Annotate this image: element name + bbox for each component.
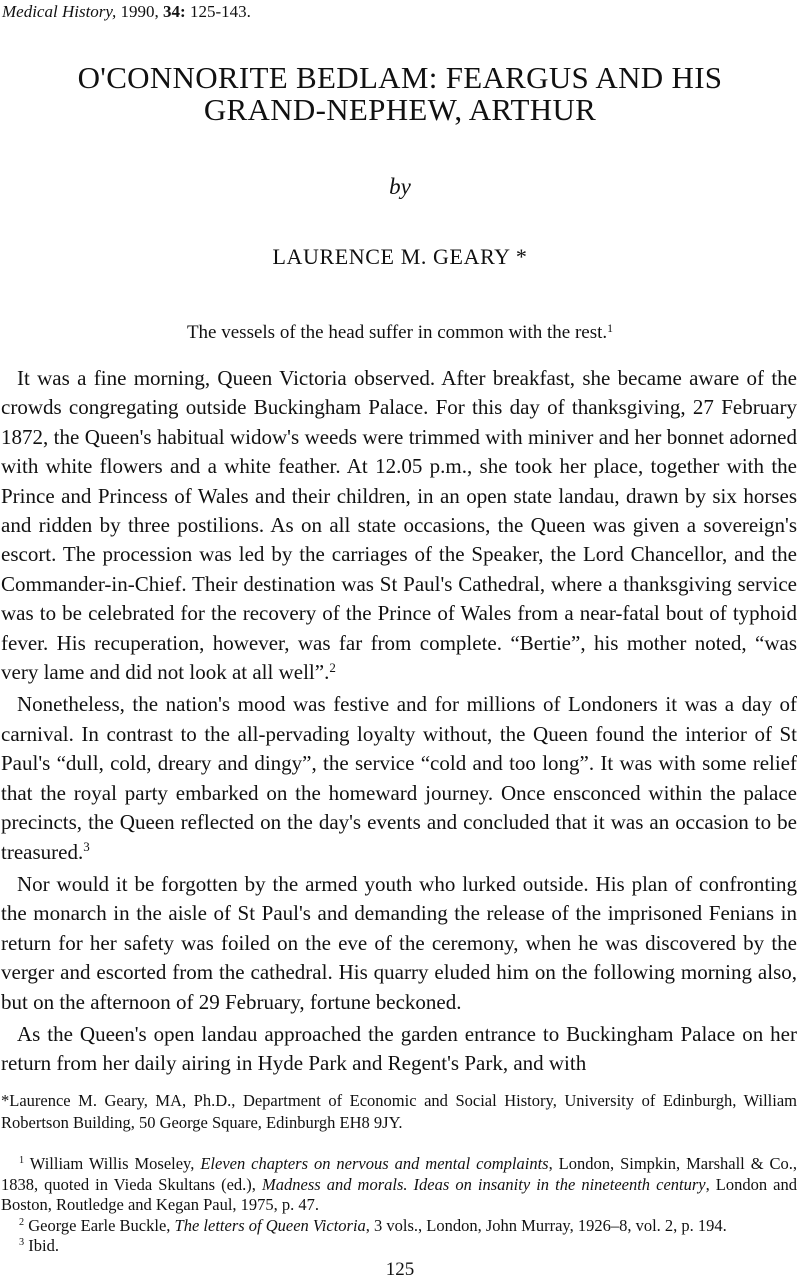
footnote-2-number: 2 [19,1216,25,1228]
footnote-2-title: The letters of Queen Victoria [174,1215,366,1235]
epigraph [0,322,800,344]
footnote-1-publisher: , London, Simpkin, Marshall & Co., 1838, quoted in Vieda Skultans (ed.), [1,1154,798,1194]
journal-year: 1990, [120,2,159,21]
article-body [1,364,797,1082]
journal-name: Medical History, [2,2,117,21]
footnotes [1,1154,797,1257]
footnote-2-author: George Earle Buckle, [28,1215,171,1235]
footnote-1-number: 1 [19,1155,25,1167]
paragraph-2-text: Nonetheless, the nation's mood was festive and for millions of Londoners it was a day of carnival. In contrast to the all-pervading loyalty without, the Queen found the interior of St Paul's “dull, cold, dreary and dingy”, the service “cold and too long”. It was with some relief that the royal party embarked on the homeward journey. Once ensconced within the palace precincts, the Queen reflected on the day's events and concluded that it was an occasion to be treasured. [1,692,797,864]
author-affiliation-note: *Laurence M. Geary, MA, Ph.D., Department of Economic and Social History, University of Edinburgh, William Robertson Building, 50 George Square, Edinburgh EH8 9JY. [1,1091,797,1132]
paragraph-3: Nor would it be forgotten by the armed youth who lurked outside. His plan of confronting the monarch in the aisle of St Paul's and demanding the release of the imprisoned Fenians in return for her safety was foiled on the eve of the ceremony, when he was discovered by the verger and escorted from the cathedral. His quarry eluded him on the following morning also, but on the afternoon of 29 February, fortune beckoned. [1,871,797,1014]
paragraph-1 [1,364,797,687]
title-line-2: GRAND-NEPHEW, ARTHUR [203,92,597,127]
footnote-3-number: 3 [19,1237,25,1249]
paragraph-1-text: It was a fine morning, Queen Victoria observed. After breakfast, she became aware of the crowds congregating outside Buckingham Palace. For this day of thanksgiving, 27 February 1872, the Queen's habitual widow's weeds were trimmed with miniver and her bonnet adorned with white flowers and a white feather. At 12.05 p.m., she took her place, together with the Prince and Princess of Wales and their children, in an open state landau, drawn by six horses and ridden by three postilions. As on all state occasions, the Queen was given a sovereign's escort. The procession was led by the carriages of the Speaker, the Lord Chancellor, and the Commander-in-Chief. Their destination was St Paul's Cathedral, where a thanksgiving service was to be celebrated for the recovery of the Prince of Wales from a near-fatal bout of typhoid fever. His recuperation, however, was far from complete. “Bertie”, his mother noted, “was very lame and did not look at all well”. [1,366,797,685]
paragraph-2 [1,690,797,866]
footnote-1-author: William Willis Moseley, [29,1154,195,1173]
journal-volume: 34: [163,2,186,21]
paragraph-4: As the Queen's open landau approached the garden entrance to Buckingham Palace on her return from her daily airing in Hyde Park and Regent's Park, and with [1,1021,797,1076]
footnote-ref-1: 1 [607,321,614,335]
journal-citation [2,2,251,22]
footnote-1 [1,1154,797,1216]
footnote-1-tail: , London and Boston, Routledge and Kegan Paul, 1975, p. 47. [1,1174,797,1214]
page-number: 125 [385,1259,415,1280]
footnote-divider [1,1087,797,1088]
footnote-1-title: Eleven chapters on nervous and mental complaints [200,1154,549,1173]
footnote-1-title-2: Madness and morals. Ideas on insanity in the nineteenth century [262,1174,706,1194]
footnote-3 [1,1236,797,1257]
article-title [0,62,800,126]
footnote-3-text: Ibid. [28,1236,59,1255]
footnote-ref-2: 2 [329,659,336,675]
footnote-2 [1,1216,797,1237]
title-line-1: O'CONNORITE BEDLAM: FEARGUS AND HIS [77,60,723,95]
author-name: LAURENCE M. GEARY * [272,244,528,269]
footnote-2-tail: , 3 vols., London, John Murray, 1926–8, vol. 2, p. 194. [365,1215,727,1235]
epigraph-text: The vessels of the head suffer in common with the rest. [186,322,608,343]
journal-pages: 125-143. [189,2,251,21]
footnote-ref-3: 3 [83,839,90,855]
byline-by: by [389,174,411,199]
